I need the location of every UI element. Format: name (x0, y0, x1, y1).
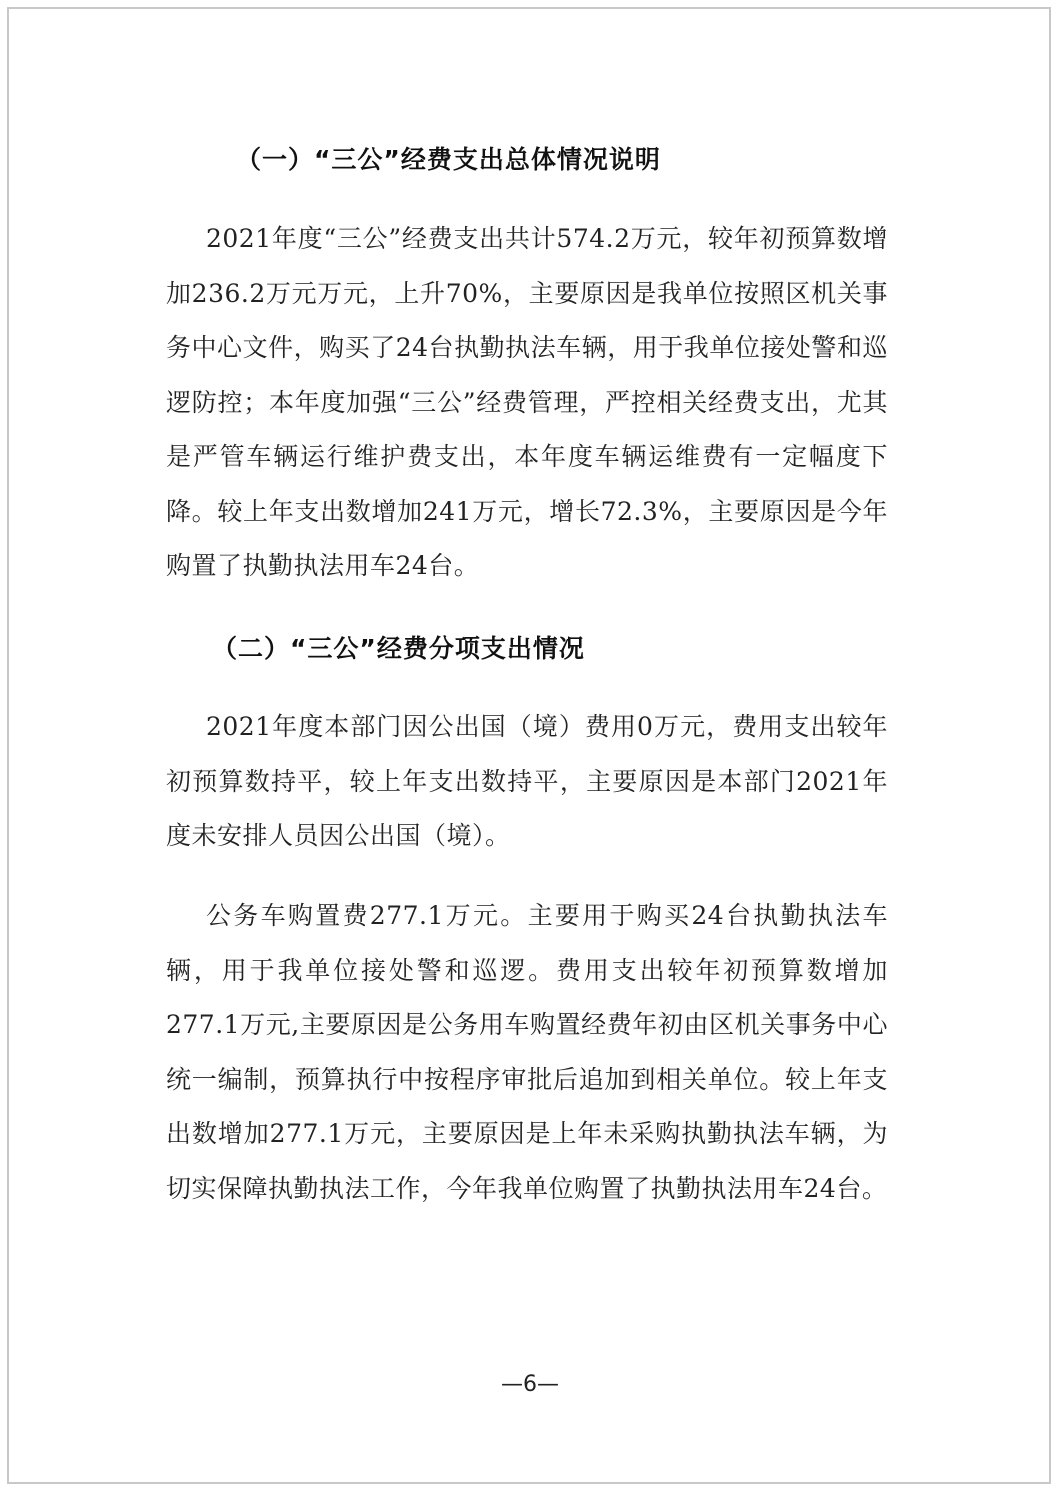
section-2-paragraph-2: 公务车购置费277.1万元。主要用于购买24台执勤执法车辆，用于我单位接处警和巡逻。费用支出较年初预算数增加277.1万元,主要原因是公务用车购置经费年初由区机关事务中心统一编制，预算执行中按程序审批后追加到相关单位。较上年支出数增加277.1万元，主要原因是上年未采购执勤执法车辆，为切实保障执勤执法工作，今年我单位购置了执勤执法用车24台。 (166, 901, 888, 1203)
page-number: —6— (501, 1372, 559, 1397)
section-1-paragraph: 2021年度“三公”经费支出共计574.2万元，较年初预算数增加236.2万元万元，上升70%，主要原因是我单位按照区机关事务中心文件，购买了24台执勤执法车辆，用于我单位接处警和巡逻防控；本年度加强“三公”经费管理，严控相关经费支出，尤其是严管车辆运行维护费支出，本年度车辆运维费有一定幅度下降。较上年支出数增加241万元，增长72.3%，主要原因是今年购置了执勤执法用车24台。 (166, 224, 888, 580)
section-2-heading: （二）“三公”经费分项支出情况 (212, 634, 585, 663)
section-1-heading: （一）“三公”经费支出总体情况说明 (236, 145, 661, 174)
section-2-paragraph-1: 2021年度本部门因公出国（境）费用0万元，费用支出较年初预算数持平，较上年支出数持平，主要原因是本部门2021年度未安排人员因公出国（境）。 (166, 712, 888, 850)
